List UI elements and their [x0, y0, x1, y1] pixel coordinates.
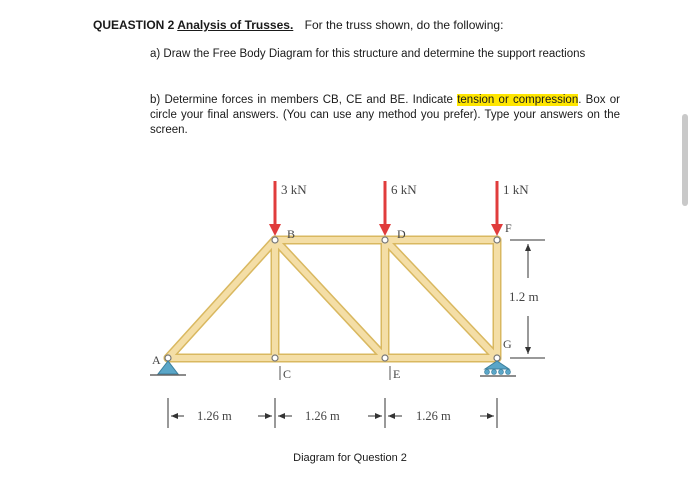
joint-e-pin	[382, 355, 388, 361]
joint-c-pin	[272, 355, 278, 361]
joint-b-pin	[272, 237, 278, 243]
joint-label-c: C	[283, 367, 292, 381]
joint-label-a: A	[152, 353, 161, 367]
height-dimension-label: 1.2 m	[509, 289, 539, 304]
joint-label-d: D	[397, 227, 406, 241]
joint-label-f: F	[505, 221, 512, 235]
diagram-caption: Diagram for Question 2	[293, 452, 407, 464]
joint-label-g: G	[503, 337, 512, 351]
load-arrow-icon	[491, 181, 503, 236]
load-label-f: 1 kN	[503, 182, 529, 197]
joint-a-pin	[165, 355, 171, 361]
question-number: QUEASTION 2	[93, 18, 178, 32]
part-b-text-end: . Box or circle your final answers. (You can use any method you prefer). Type your answers on the screen.	[150, 94, 620, 136]
question-topic: Analysis of Trusses.	[177, 18, 294, 32]
load-label-d: 6 kN	[391, 182, 417, 197]
span-label-ac: 1.26 m	[197, 409, 232, 423]
span-label-eg: 1.26 m	[416, 409, 451, 423]
scrollbar-thumb[interactable]	[682, 114, 688, 206]
question-intro: For the truss shown, do the following:	[304, 18, 504, 32]
load-arrow-icon	[379, 181, 391, 236]
span-label-ce: 1.26 m	[305, 409, 340, 423]
joint-label-e: E	[393, 367, 401, 381]
part-b-text-start: b) Determine forces in members CB, CE and BE. Indicate	[150, 94, 458, 106]
joint-d-pin	[382, 237, 388, 243]
roller-support-icon	[480, 361, 516, 376]
joint-g-pin	[494, 355, 500, 361]
load-arrow-icon	[269, 181, 281, 236]
highlighted-phrase: tension or compression	[457, 94, 579, 106]
joint-f-pin	[494, 237, 500, 243]
joint-label-b: B	[287, 227, 296, 241]
load-label-b: 3 kN	[281, 182, 307, 197]
part-a-text: a) Draw the Free Body Diagram for this structure and determine the support reactions	[150, 48, 586, 60]
